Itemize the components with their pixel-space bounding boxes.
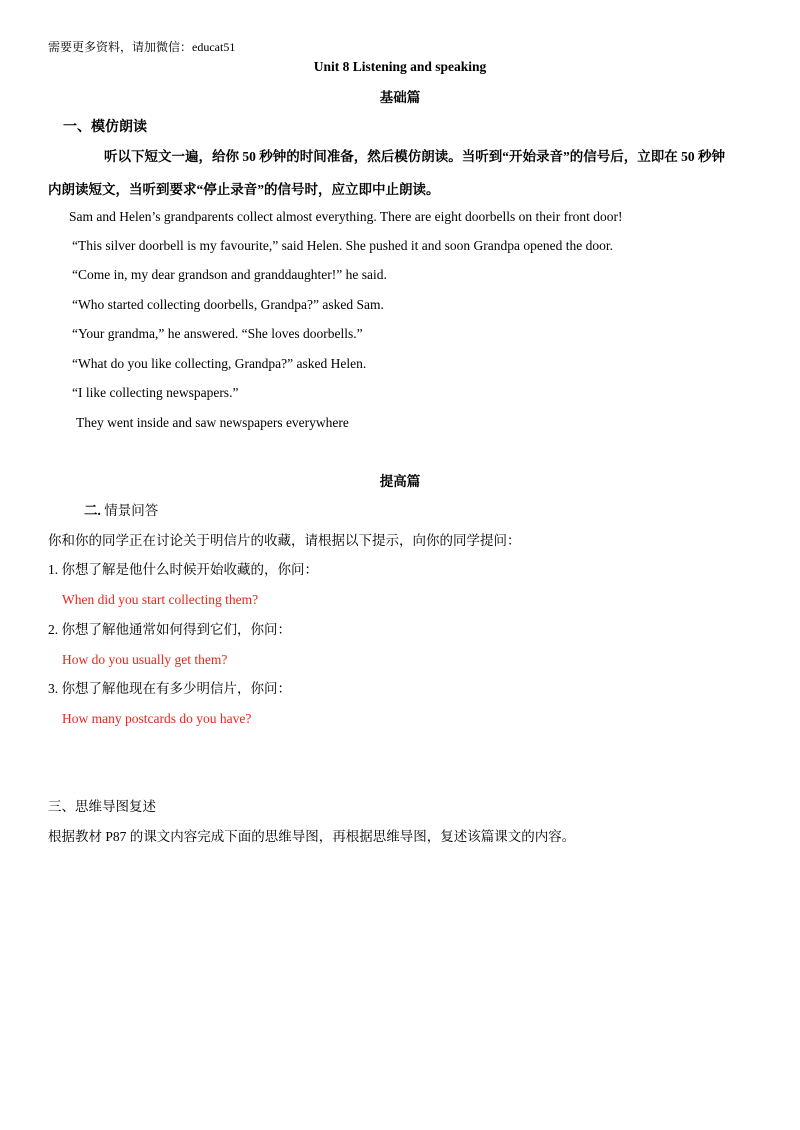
part2-heading: [84, 502, 158, 520]
passage-line: “What do you like collecting, Grandpa?” asked Helen.: [72, 356, 367, 371]
passage-line: Sam and Helen’s grandparents collect almost everything. There are eight doorbells on their front door!: [69, 209, 623, 224]
part2-heading-number: 二.: [84, 503, 101, 518]
page-title: Unit 8 Listening and speaking: [313, 59, 487, 74]
part1-instruction-line1: 听以下短文一遍，给你 50 秒钟的时间准备，然后模仿朗读。当听到“开始录音”的信号后，立即在 50 秒钟: [104, 149, 725, 164]
section-basic-heading: 基础篇: [379, 90, 421, 105]
passage-line: “This silver doorbell is my favourite,” said Helen. She pushed it and soon Grandpa opened the door.: [72, 238, 614, 253]
passage-line: “Who started collecting doorbells, Grandpa?” asked Sam.: [72, 297, 384, 312]
question-answer: When did you start collecting them?: [62, 592, 259, 607]
question-prompt: 2. 你想了解他通常如何得到它们，你问：: [48, 622, 291, 637]
section-advanced-heading: 提高篇: [379, 474, 421, 489]
passage-line: “Come in, my dear grandson and granddaughter!” he said.: [72, 267, 387, 282]
part3-instruction: 根据教材 P87 的课文内容完成下面的思维导图，再根据思维导图，复述该篇课文的内容。: [48, 829, 576, 844]
question-prompt: 1. 你想了解是他什么时候开始收藏的，你问：: [48, 562, 318, 577]
part3-heading: 三、思维导图复述: [48, 799, 156, 814]
passage-line: They went inside and saw newspapers everywhere: [76, 415, 349, 430]
passage-line: “I like collecting newspapers.”: [72, 385, 239, 400]
question-answer: How many postcards do you have?: [62, 711, 252, 726]
passage-line: “Your grandma,” he answered. “She loves doorbells.”: [72, 326, 363, 341]
part1-instruction-line2: 内朗读短文，当听到要求“停止录音”的信号时，应立即中止朗读。: [48, 182, 440, 197]
part1-heading: 一、模仿朗读: [63, 120, 147, 135]
question-answer: How do you usually get them?: [62, 652, 228, 667]
part2-heading-text: 情景问答: [104, 503, 159, 518]
header-note: 需要更多资料，请加微信：educat51: [48, 40, 236, 54]
part2-intro: 你和你的同学正在讨论关于明信片的收藏，请根据以下提示，向你的同学提问：: [48, 533, 521, 548]
question-prompt: 3. 你想了解他现在有多少明信片，你问：: [48, 681, 291, 696]
